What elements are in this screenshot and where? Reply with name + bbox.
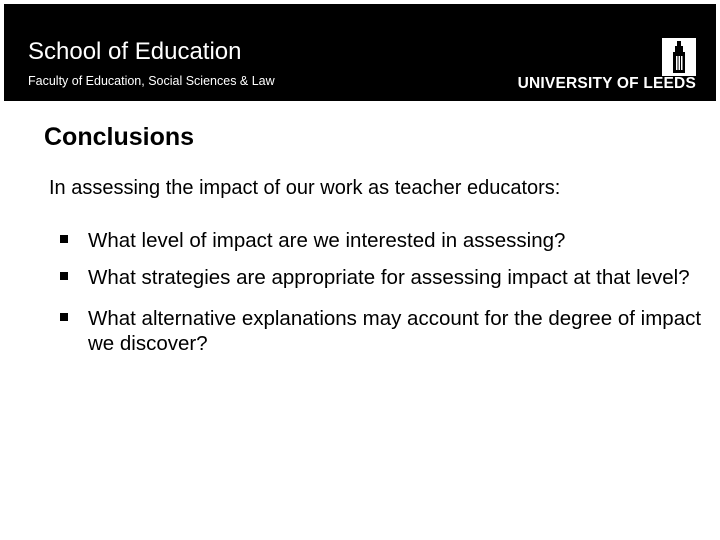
intro-text: In assessing the impact of our work as teacher educators: [49,177,561,199]
header-band [4,4,716,101]
school-title: School of Education [28,38,242,65]
bullet-item [60,306,710,356]
square-bullet-icon [60,313,68,321]
university-logo [504,34,700,96]
parkinson-tower-logo-icon [662,38,696,76]
square-bullet-icon [60,272,68,280]
bullet-text: What level of impact are we interested in assessing? [88,229,566,252]
faculty-subtitle: Faculty of Education, Social Sciences & Law [28,74,275,88]
bullet-item [60,265,710,290]
slide-title: Conclusions [44,123,195,151]
bullet-item [60,228,710,253]
bullet-list [60,228,710,368]
bullet-text: What alternative explanations may account for the degree of impact we discover? [88,307,702,355]
bullet-text: What strategies are appropriate for assessing impact at that level? [88,266,690,289]
square-bullet-icon [60,235,68,243]
university-logo-text: UNIVERSITY OF LEEDS [517,75,696,92]
